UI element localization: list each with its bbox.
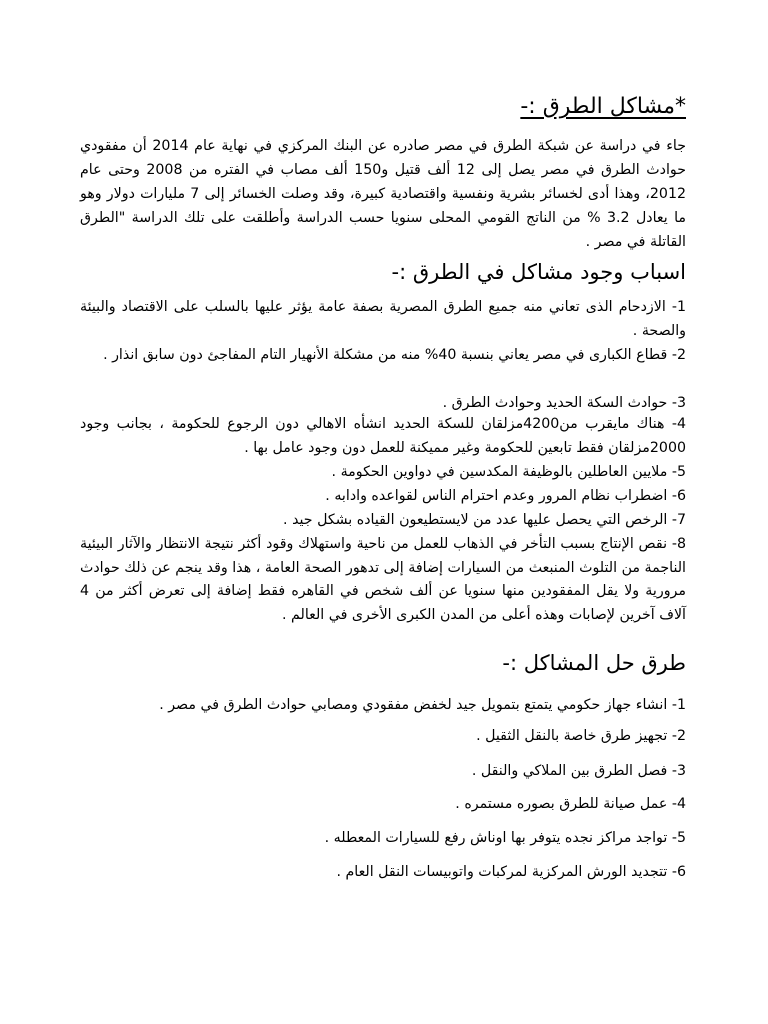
document-title: *مشاكل الطرق :- (520, 94, 686, 119)
solutions-heading: طرق حل المشاكل :- (502, 651, 686, 675)
solution-item-5: 5- تواجد مراكز نجده يتوفر بها اوناش رفع للسيارات المعطله . (324, 830, 686, 846)
cause-item-2: 2- قطاع الكبارى في مصر يعاني بنسبة 40% منه من مشكلة الأنهيار التام المفاجئ دون سابق انذار . (103, 347, 686, 363)
solution-item-4: 4- عمل صيانة للطرق بصوره مستمره . (455, 796, 686, 812)
cause-item-7: 7- الرخص التي يحصل عليها عدد من لايستطيعون القياده بشكل جيد . (283, 512, 686, 528)
causes-heading: اسباب وجود مشاكل في الطرق :- (391, 260, 686, 284)
cause-item-8: 8- نقص الإنتاج بسبب التأخر في الذهاب للعمل من ناحية واستهلاك وقود أكثر نتيجة الانتظار والآثار البيئية الناجمة من التلوث المنبعث من السيارات إضافة إلى تدهور الصحة العامة ، هذا وقد ينجم عن ذلك حوادث مرورية ولا يقل المفقودين منها سنويا عن ألف شخص في القاهره فقط إضافة إلى تعرض أكثر من 4 آلاف آخرين لإصابات وهذه أعلى من المدن الكبرى الأخرى في العالم . (80, 536, 686, 623)
solution-item-6: 6- تتجديد الورش المركزية لمركبات واتوبيسات النقل العام . (336, 864, 686, 880)
solution-item-2: 2- تجهيز طرق خاصة بالنقل الثقيل . (476, 728, 686, 744)
cause-item-4: 4- هناك مايقرب من4200مزلقان للسكة الحديد انشأه الاهالي دون الرجوع للحكومة ، بجانب وجود 2000مزلقان فقط تابعين للحكومة وغير مميكنة للعمل دون وجود عامل بها . (80, 416, 687, 456)
intro-paragraph: جاء في دراسة عن شبكة الطرق في مصر صادره عن البنك المركزي في نهاية عام 2014 أن مفقودي حوادث الطرق في مصر يصل إلى 12 ألف قتيل و150 ألف مصاب في الفتره من 2008 وحتى عام 2012، وهذا أدى لخسائر بشرية ونفسية واقتصادية كبيرة، وقد وصلت الخسائر إلى 7 مليارات دولار وهو ما يعادل 3.2 % من الناتج القومي المحلى سنويا حسب الدراسة وأطلقت على تلك الدراسة "الطرق القاتلة في مصر . (80, 138, 687, 250)
solution-item-3: 3- فصل الطرق بين الملاكي والنقل . (471, 763, 686, 779)
cause-item-6: 6- اضطراب نظام المرور وعدم احترام الناس لقواعده وادابه . (325, 488, 686, 504)
cause-item-1: 1- الازدحام الذى تعاني منه جميع الطرق المصرية بصفة عامة يؤثر عليها بالسلب على الاقتصاد والبيئة والصحة . (80, 299, 686, 339)
cause-item-3: 3- حوادث السكة الحديد وحوادث الطرق . (442, 395, 686, 411)
solution-item-1: 1- انشاء جهاز حكومي يتمتع بتمويل جيد لخفض مفقودي ومصابي حوادث الطرق في مصر . (159, 697, 686, 713)
cause-item-5: 5- ملايين العاطلين بالوظيفة المكدسين في دواوين الحكومة . (331, 464, 686, 480)
